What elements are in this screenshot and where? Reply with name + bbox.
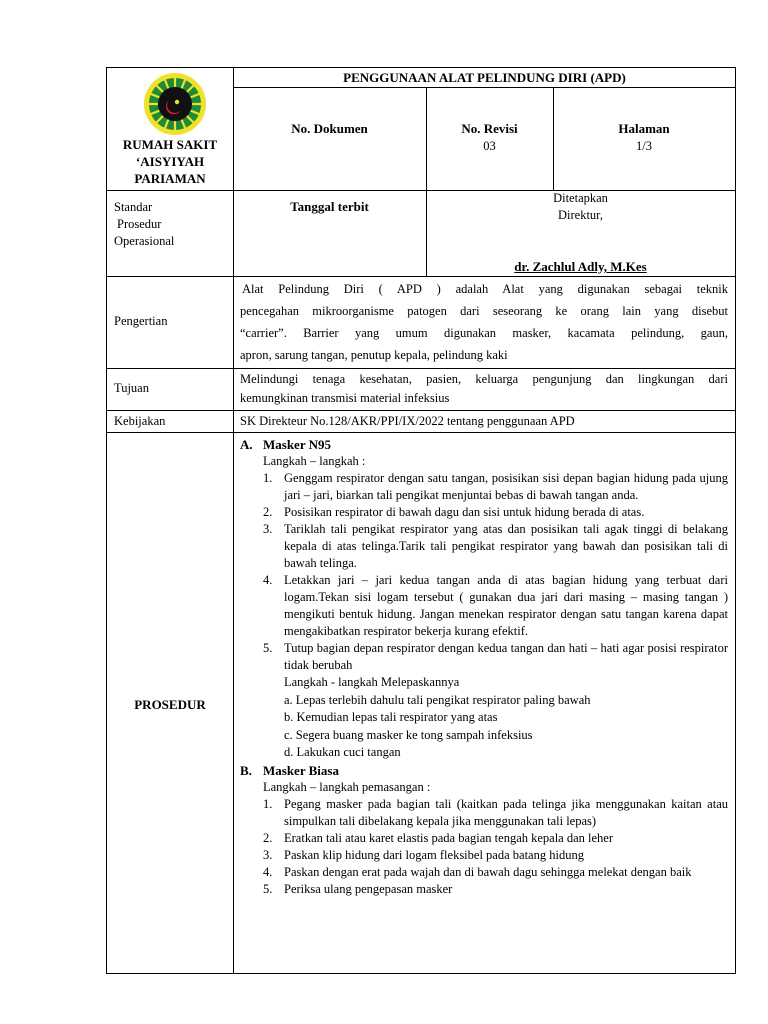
section-a-steps [240,470,728,674]
list-item: 4. Letakkan jari – jari kedua tangan anda di atas bagian hidung yang terbuat dari logam.Tekan sisi logam tersebut ( gunakan dua jari dari masing – masing tangan ) mengikuti bentuk hidung. Jangan menekan respirator dengan satu tangan karena dapat mengakibatkan respirator bekerja kurang efektif. [263,573,728,638]
kebijakan-label: Kebijakan [114,414,166,428]
list-item: 5. Periksa ulang pengepasan masker [263,881,453,896]
tujuan-text: Melindungi tenaga kesehatan, pasien, keluarga pengunjung dan lingkungan dari kemungkinan transmisi material infeksius [240,372,728,405]
list-item: 1. Genggam respirator dengan satu tangan, posisikan sisi depan bagian hidung pada ujung jari – jari, biarkan tali pengikat menjuntai bebas di bawah tangan anda. [263,471,728,502]
kebijakan-text: SK Direkteur No.128/AKR/PPI/IX/2022 tentang penggunaan APD [240,414,575,428]
tujuan-label: Tujuan [114,381,149,395]
list-item: 4. Paskan dengan erat pada wajah dan di bawah dagu sehingga melekat dengan baik [263,864,692,879]
section-b-title: B. Masker Biasa [240,762,339,778]
list-item: 2. Eratkan tali atau karet elastis pada bagian tengah kepala dan leher [263,830,614,845]
hospital-logo [143,72,207,136]
list-item: b. Kemudian lepas tali respirator yang atas [284,710,498,724]
halaman-value: 1/3 [636,139,652,153]
divider [233,87,736,88]
document-title: PENGGUNAAN ALAT PELINDUNG DIRI (APD) [343,70,626,85]
section-b-steps-label: Langkah – langkah pemasangan : [263,779,431,794]
no-dokumen-label: No. Dokumen [291,121,368,136]
pengertian-label: Pengertian [114,314,168,328]
prosedur-label: PROSEDUR [134,697,206,712]
section-a-steps-label: Langkah – langkah : [263,454,366,468]
signatory-name: dr. Zachlul Adly, M.Kes [514,259,647,274]
halaman-label: Halaman [618,121,670,136]
section-a-title: A. Masker N95 [240,437,332,452]
sop-document [106,67,736,974]
tanggal-terbit-label: Tanggal terbit [290,199,369,214]
list-item: 1. Pegang masker pada bagian tali (kaitkan pada telinga jika menggunakan kaitan atau simpulkan tali dibelakang kepala jika menggunakan tali lepas) [263,796,728,828]
pengertian-text: Alat Pelindung Diri ( APD ) adalah Alat yang digunakan sebagai teknik pencegahan mikroorganisme patogen dari seseorang ke orang lain yang disebut “carrier”. Barrier yang umum digunakan masker, kacamata pelindung, gaun, apron, sarung tangan, penutup kepala, pelindung kaki [240,282,728,362]
list-item: c. Segera buang masker ke tong sampah infeksius [284,727,533,742]
no-revisi-label: No. Revisi [461,121,518,136]
section-a-remove-label: Langkah - langkah Melepaskannya [284,675,460,689]
divider [107,410,735,411]
hospital-name: RUMAH SAKIT ‘AISYIYAH PARIAMAN [122,137,218,186]
list-item: a. Lepas terlebih dahulu tali pengikat respirator paling bawah [284,692,591,707]
section-b-steps [240,796,728,898]
list-item: 5. Tutup bagian depan respirator dengan kedua tangan dan hati – hati agar posisi respirator tidak berubah [263,641,728,672]
list-item: 2. Posisikan respirator di bawah dagu dan sisi untuk hidung berada di atas. [263,505,645,519]
sop-label: Standar Prosedur Operasional [114,200,175,248]
divider [107,432,735,433]
list-item: 3. Tariklah tali pengikat respirator yang atas dan posisikan tali agak tinggi di belakang kepala di atas telinga.Tarik tali pengikat respirator yang bawah dan posisikan tali di bawah telinga. [263,522,728,570]
divider [107,276,735,277]
ditetapkan-text: Ditetapkan Direktur, [553,191,608,222]
divider [107,368,735,369]
prosedur-content [240,436,728,898]
no-revisi-value: 03 [483,139,496,153]
list-item: d. Lakukan cuci tangan [284,745,401,759]
list-item: 3. Paskan klip hidung dari logam fleksibel pada batang hidung [263,847,584,862]
